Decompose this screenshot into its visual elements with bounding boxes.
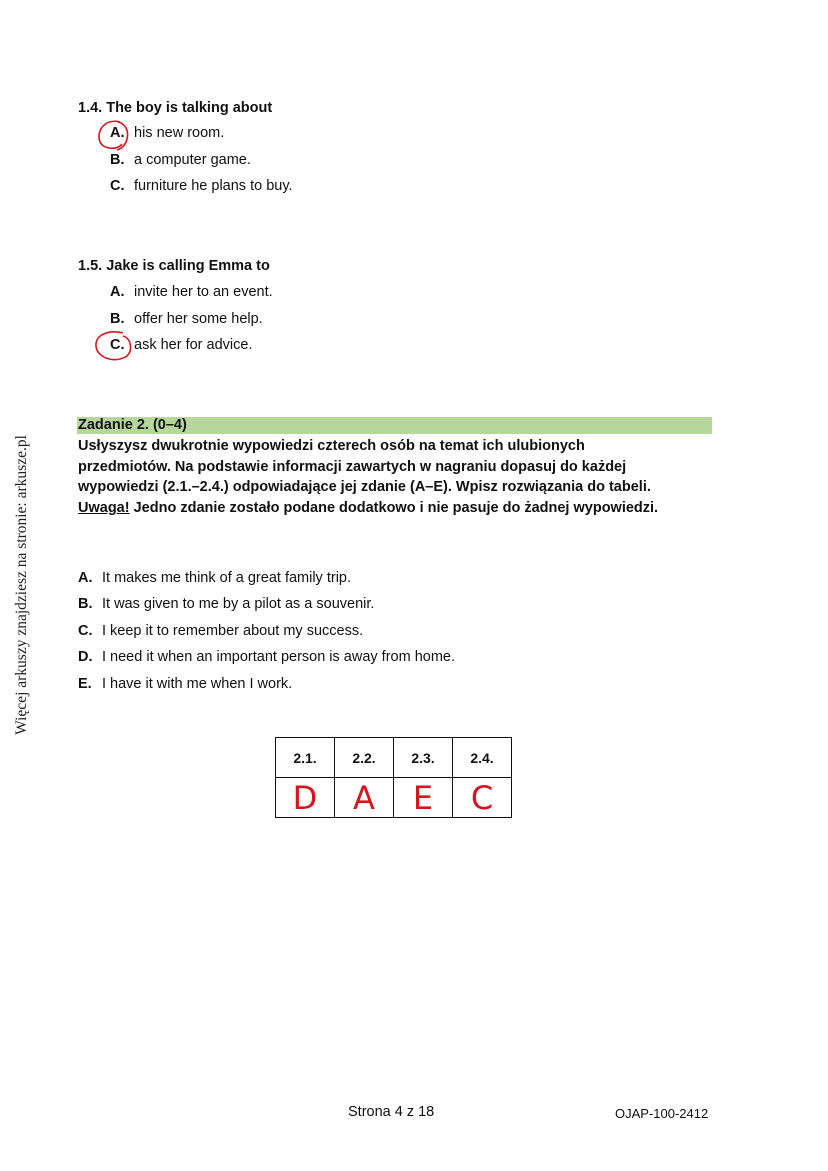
option-text: offer her some help. xyxy=(134,311,263,327)
option-text: It makes me think of a great family trip. xyxy=(102,570,352,586)
option-letter: C. xyxy=(78,623,93,639)
option-text: It was given to me by a pilot as a souvenir. xyxy=(102,596,375,612)
statement-c xyxy=(78,623,363,639)
option-text: a computer game. xyxy=(134,152,251,168)
answer-table xyxy=(275,737,512,818)
option-text: ask her for advice. xyxy=(134,337,253,353)
task-header-bar xyxy=(77,417,712,434)
table-header: 2.3. xyxy=(394,738,453,778)
option-letter: D. xyxy=(78,649,93,665)
question-1-4-title: 1.4. The boy is talking about xyxy=(78,100,273,116)
option-letter: A. xyxy=(110,125,125,141)
statement-a xyxy=(78,570,351,586)
option-letter: C. xyxy=(110,178,125,194)
option-text: his new room. xyxy=(134,125,225,141)
instruction-line: wypowiedzi (2.1.–2.4.) odpowiadające jej zdanie (A–E). Wpisz rozwiązania do tabeli. xyxy=(78,479,651,496)
option-text: furniture he plans to buy. xyxy=(134,178,293,194)
option-letter: B. xyxy=(78,596,93,612)
statement-e xyxy=(78,676,292,692)
option-letter: A. xyxy=(110,284,125,300)
option-text: I have it with me when I work. xyxy=(102,676,293,692)
option-letter: B. xyxy=(110,152,125,168)
warning-label: Uwaga! xyxy=(78,500,130,517)
page-number: Strona 4 z 18 xyxy=(348,1104,435,1120)
exam-code: OJAP-100-2412 xyxy=(615,1106,709,1121)
answer-cell[interactable]: D xyxy=(276,778,335,818)
option-text: I keep it to remember about my success. xyxy=(102,623,364,639)
statement-d xyxy=(78,649,455,665)
task-2-instructions xyxy=(78,436,718,519)
option-1-4-b[interactable] xyxy=(110,152,251,168)
question-1-5-title: 1.5. Jake is calling Emma to xyxy=(78,258,270,274)
answer-circle-1-4 xyxy=(96,118,136,152)
option-letter: A. xyxy=(78,570,93,586)
instruction-warning xyxy=(78,498,718,519)
instruction-line: przedmiotów. Na podstawie informacji zawartych w nagraniu dopasuj do każdej xyxy=(78,458,627,475)
option-text: invite her to an event. xyxy=(134,284,273,300)
answer-cell[interactable]: A xyxy=(335,778,394,818)
side-note: Więcej arkuszy znajdziesz na stronie: arkusze.pl xyxy=(13,435,30,735)
task-2-header: Zadanie 2. (0–4) xyxy=(78,417,187,433)
answer-cell[interactable]: E xyxy=(394,778,453,818)
option-text: I need it when an important person is away from home. xyxy=(102,649,456,665)
option-letter: E. xyxy=(78,676,92,692)
option-letter: B. xyxy=(110,311,125,327)
option-letter: C. xyxy=(110,337,125,353)
table-header: 2.4. xyxy=(453,738,512,778)
option-1-4-c[interactable] xyxy=(110,178,293,194)
warning-text: Jedno zdanie zostało podane dodatkowo i nie pasuje do żadnej wypowiedzi. xyxy=(129,500,659,517)
table-header: 2.2. xyxy=(335,738,394,778)
statement-b xyxy=(78,596,374,612)
answer-cell[interactable]: C xyxy=(453,778,512,818)
option-1-5-a[interactable] xyxy=(110,284,273,300)
answer-circle-1-5 xyxy=(93,330,137,364)
instruction-line: Usłyszysz dwukrotnie wypowiedzi czterech osób na temat ich ulubionych xyxy=(78,438,585,454)
option-1-5-b[interactable] xyxy=(110,311,263,327)
table-header: 2.1. xyxy=(276,738,335,778)
